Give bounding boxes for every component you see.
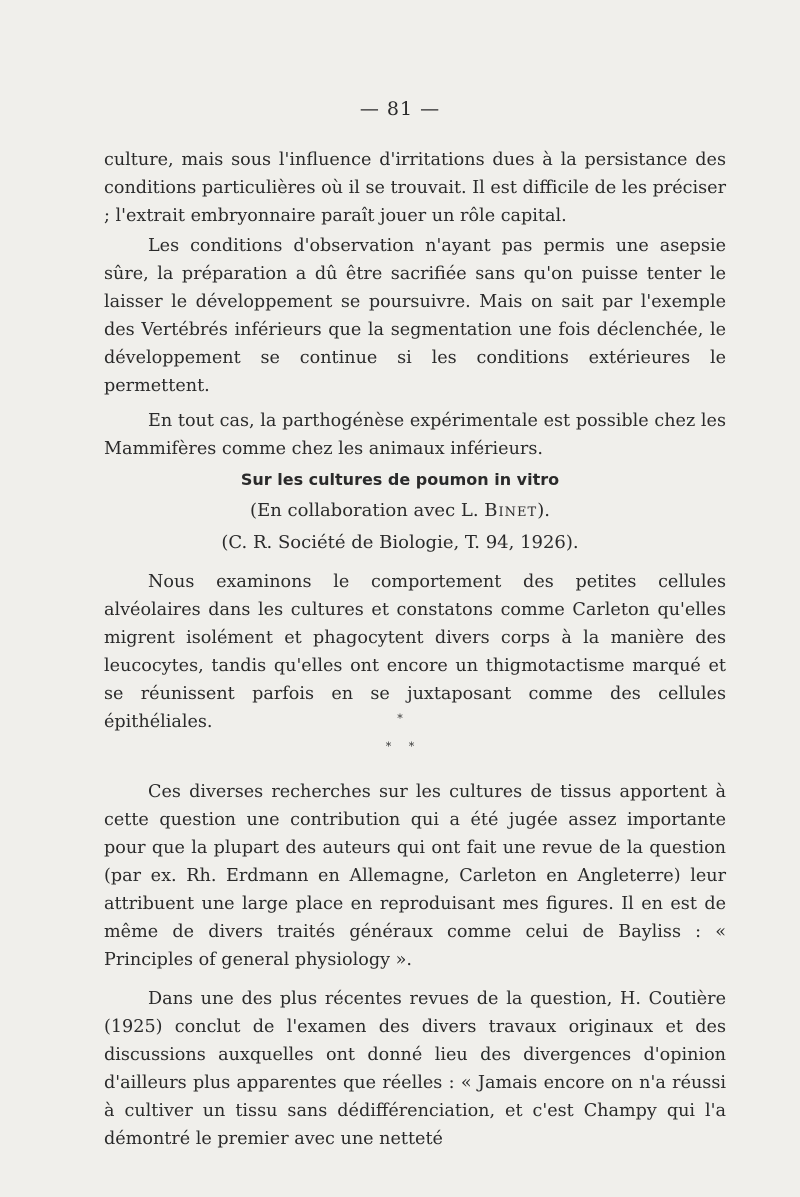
paragraph-3: En tout cas, la parthogénèse expérimentale est possible chez les Mammifères comme chez les animaux inférieurs.: [104, 411, 726, 459]
paragraph-4: Nous examinons le comportement des petites cellules alvéolaires dans les cultures et constatons comme Carleton qu'elles migrent isolément et phagocytent divers corps à la manière des leucocytes, tandis qu'elles ont encore un thigmotactisme marqué et se réunissent parfois en se juxtaposant comme des cellules épithéliales.: [104, 572, 726, 732]
paragraph-2: Les conditions d'observation n'ayant pas permis une asepsie sûre, la préparation a dû être sacrifiée sans qu'on puisse tenter le laisser le développement se poursuivre. Mais on sait par l'exemple des Vertébrés inférieurs que la segmentation une fois déclenchée, le développement se continue si les conditions extérieures le permettent.: [104, 236, 726, 396]
page-number: — 81 —: [359, 98, 441, 120]
collab-name: Binet: [484, 500, 538, 521]
section-reference: (C. R. Société de Biologie, T. 94, 1926).: [221, 532, 579, 553]
collab-prefix: (En collaboration avec L.: [250, 500, 485, 521]
text-block-middle: [104, 568, 726, 736]
text-block-top: [104, 146, 726, 463]
collab-suffix: ).: [537, 500, 550, 521]
paragraph-1: culture, mais sous l'influence d'irritations dues à la persistance des conditions particulières où il se trouvait. Il est difficile de les préciser ; l'extrait embryonnaire paraît jouer un rôle capital.: [104, 150, 726, 226]
paragraph-5: Ces diverses recherches sur les cultures de tissus apportent à cette question une contribution qui a été jugée assez importante pour que la plupart des auteurs qui ont fait une revue de la question (par ex. Rh. Erdmann en Allemagne, Carleton en Angleterre) leur attribuent une large place en reproduisant mes figures. Il en est de même de divers traités généraux comme celui de Bayliss : « Principles of general physiology ».: [104, 782, 726, 970]
separator-star-top: *: [397, 712, 403, 725]
paragraph-6: Dans une des plus récentes revues de la question, H. Coutière (1925) conclut de l'examen des divers travaux originaux et des discussions auxquelles ont donné lieu des divergences d'opinion d'ailleurs plus apparentes que réelles : « Jamais encore on n'a réussi à cultiver un tissu sans dédifférenciation, et c'est Champy qui l'a démontré le premier avec une netteté: [104, 989, 726, 1149]
text-block-bottom: [104, 778, 726, 1153]
section-collaboration: [0, 500, 800, 521]
separator-stars-bottom: * *: [385, 740, 415, 753]
section-title: Sur les cultures de poumon in vitro: [240, 470, 560, 489]
